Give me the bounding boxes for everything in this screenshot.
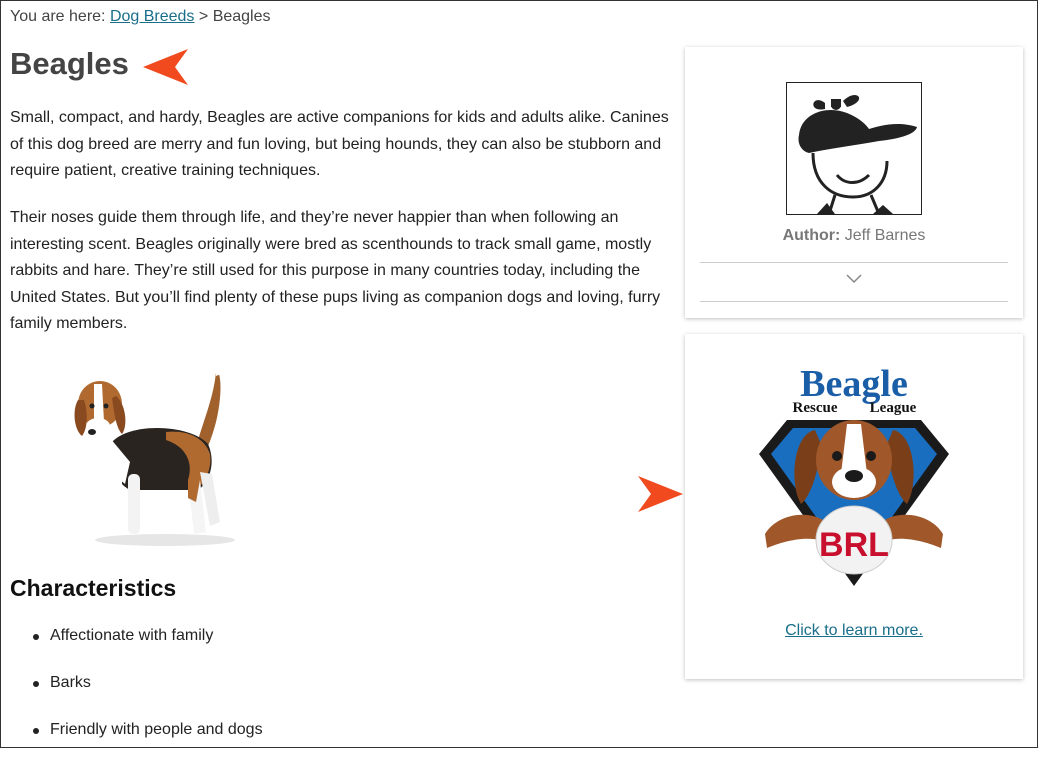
chevron-down-icon[interactable] [845,273,863,285]
learn-more-link[interactable]: Click to learn more. [785,622,923,639]
breadcrumb-prefix: You are here: [10,8,106,25]
characteristics-list [10,620,263,761]
learn-more-row [685,622,1023,640]
logo-badge-text: BRL [819,526,889,564]
arrow-pointer-icon [142,47,190,87]
page-title: Beagles [10,46,129,81]
logo-subtitle-rescue: Rescue [792,400,838,416]
beagle-photo [70,362,250,547]
author-card [685,47,1023,318]
arrow-pointer-icon [636,474,684,514]
avatar [786,82,922,215]
breadcrumb-current: Beagles [212,8,271,25]
divider [700,301,1008,302]
breadcrumb-link-dog-breeds[interactable]: Dog Breeds [109,8,195,25]
breadcrumb [10,8,271,26]
list-item: Affectionate with family [10,620,263,667]
beagle-rescue-league-logo[interactable] [737,364,971,594]
list-item: Barks [10,667,263,714]
characteristics-heading: Characteristics [10,575,177,601]
logo-title-text: Beagle [800,364,908,405]
list-item: Friendly with people and dogs [10,714,263,761]
propeller-cap-avatar-icon [787,83,921,214]
author-label: Author: [782,227,841,244]
divider [700,262,1008,263]
scent-paragraph: Their noses guide them through life, and they’re never happier than when following an interesting scent. Beagles originally were bred as scenthounds to track small game, mostly rabbits and hare. They’re still used for this purpose in many countries today, including the United States. But you’ll find plenty of these pups living as companion dogs and loving, furry family members. [10,209,661,333]
logo-subtitle-league: League [869,400,917,416]
intro-paragraph: Small, compact, and hardy, Beagles are active companions for kids and adults alike. Canines of this dog breed are merry and fun loving, but being hounds, they can also be stubborn and require patient, creative training techniques. [10,109,669,180]
rescue-promo-card [685,334,1023,679]
author-line [685,227,1023,245]
author-name: Jeff Barnes [844,227,926,244]
breadcrumb-separator: > [198,8,209,25]
